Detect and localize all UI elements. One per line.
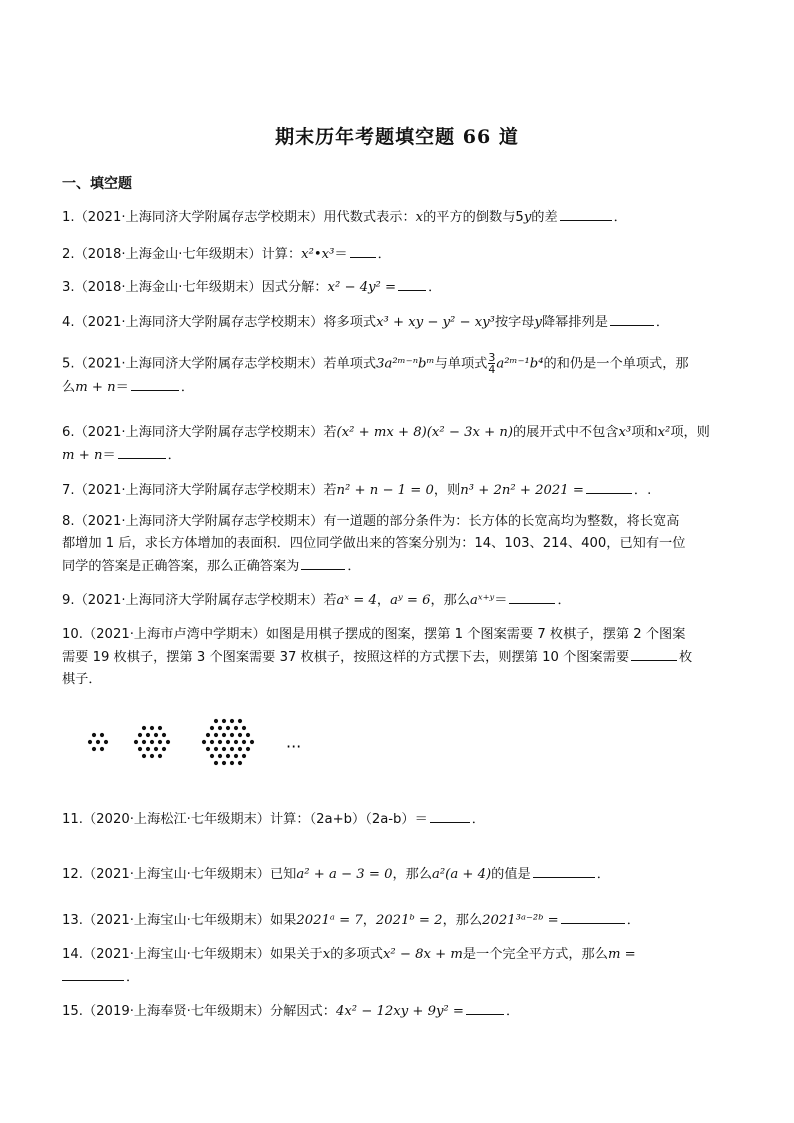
chess-piece [246,733,250,737]
answer-blank[interactable] [301,555,345,570]
question-number: 5. [62,356,75,372]
answer-blank[interactable] [586,479,632,494]
chess-piece [250,740,254,744]
chess-piece [138,747,142,751]
question-number: 13. [62,913,83,928]
chess-piece [88,740,92,744]
chess-piece [210,754,214,758]
question-source: （2019·上海奉贤·七年级期末） [82,1004,270,1019]
chess-piece [218,726,222,730]
chess-piece [222,747,226,751]
question-number: 6. [62,425,75,440]
chess-piece [226,754,230,758]
answer-blank[interactable] [118,444,166,459]
chess-piece [210,726,214,730]
chess-piece [154,747,158,751]
question-source: （2021·上海同济大学附属存志学校期末） [74,483,324,498]
question-source: （2021·上海同济大学附属存志学校期末） [74,593,324,608]
chess-piece [238,733,242,737]
chess-piece [242,754,246,758]
answer-blank[interactable] [131,376,179,391]
chess-piece [142,754,146,758]
question-10: 10.（2021·上海市卢湾中学期末）如图是用棋子摆成的图案，摆第 1 个图案需要 7 枚棋子，摆第 2 个图案 需要 19 枚棋子，摆第 3 个图案需要 37 枚棋子，按照这样的方式摆下去，则摆第 10 个图案需要 枚 棋子． [62,627,693,687]
question-source: （2018·上海金山·七年级期末） [74,247,262,262]
question-number: 8. [62,514,75,529]
chess-piece [92,747,96,751]
chess-pattern-figure [80,708,310,776]
answer-blank[interactable] [533,863,595,878]
chess-piece [100,747,104,751]
chess-piece [218,754,222,758]
section-heading: 一、填空题 [62,176,132,192]
answer-blank[interactable] [561,909,625,924]
answer-blank[interactable] [509,589,555,604]
question-2: 2.（2018·上海金山·七年级期末）计算：x²•x³＝ ． [62,243,730,266]
question-13: 13.（2021·上海宝山·七年级期末）如果2021ᵃ = 7，2021ᵇ = 2，那么2021³ᵃ⁻²ᵇ = ． [62,909,730,932]
chess-piece [226,726,230,730]
answer-blank[interactable] [62,966,124,981]
chess-piece [230,719,234,723]
pattern-2 [134,726,170,758]
question-number: 14. [62,947,83,962]
question-source: （2021·上海宝山·七年级期末） [82,867,270,882]
chess-piece [234,726,238,730]
chess-piece [214,719,218,723]
chess-piece [104,740,108,744]
chess-piece [242,740,246,744]
chess-piece [214,733,218,737]
question-3: 3.（2018·上海金山·七年级期末）因式分解：x² − 4y² = ． [62,276,730,299]
chess-piece [146,733,150,737]
chess-piece [238,761,242,765]
question-11: 11.（2020·上海松江·七年级期末）计算：（2a+b）（2a-b）＝ ． [62,808,730,831]
question-number: 9. [62,593,75,608]
chess-piece [150,726,154,730]
question-number: 7. [62,483,75,498]
answer-blank[interactable] [560,206,612,221]
chess-piece [222,761,226,765]
answer-blank[interactable] [631,646,677,661]
question-12: 12.（2021·上海宝山·七年级期末）已知a² + a − 3 = 0，那么a²(a + 4)的值是 ． [62,863,730,886]
chess-piece [214,761,218,765]
question-9: 9.（2021·上海同济大学附属存志学校期末）若aˣ = 4，aʸ = 6，那么aˣ⁺ʸ＝ ． [62,589,730,612]
question-4: 4.（2021·上海同济大学附属存志学校期末）将多项式x³ + xy − y² − xy³按字母y降幂排列是 ． [62,311,730,334]
chess-piece [230,733,234,737]
question-1: 1.（2021·上海同济大学附属存志学校期末）用代数式表示：x的平方的倒数与5y的差 ． [62,206,730,229]
page-title: 期末历年考题填空题 66 道 [275,126,519,148]
question-number: 3. [62,280,75,295]
chess-piece [150,754,154,758]
chess-piece [206,747,210,751]
chess-piece [242,726,246,730]
chess-piece [214,747,218,751]
chess-piece [230,761,234,765]
answer-blank[interactable] [610,311,654,326]
chess-piece [146,747,150,751]
chess-piece [134,740,138,744]
answer-blank[interactable] [398,276,426,291]
question-source: （2021·上海宝山·七年级期末） [82,947,270,962]
chess-piece [238,719,242,723]
question-number: 10. [62,627,83,642]
question-6: 6.（2021·上海同济大学附属存志学校期末）若(x² + mx + 8)(x² − 3x + n)的展开式中不包含x³项和x²项，则 m + n＝ ． [62,425,710,463]
question-number: 1. [62,210,75,225]
chess-piece [96,740,100,744]
question-source: （2021·上海同济大学附属存志学校期末） [74,356,324,372]
chess-piece [92,733,96,737]
question-source: （2021·上海宝山·七年级期末） [82,913,270,928]
chess-piece [138,733,142,737]
chess-piece [218,740,222,744]
question-source: （2021·上海同济大学附属存志学校期末） [74,210,324,225]
chess-piece [222,719,226,723]
chess-piece [210,740,214,744]
question-5: 5.（2021·上海同济大学附属存志学校期末）若单项式3a²ᵐ⁻ⁿbᵐ与单项式 $\frac{3}{4}$ a²ᵐ⁻¹b⁴的和仍是一个单项式，那 么m + n＝ ． [62,351,689,395]
answer-blank[interactable] [350,243,376,258]
chess-piece [158,754,162,758]
chess-piece [246,747,250,751]
chess-piece [162,747,166,751]
question-number: 15. [62,1004,83,1019]
pattern-1 [88,733,108,751]
chess-piece [206,733,210,737]
chess-piece [154,733,158,737]
question-source: （2020·上海松江·七年级期末） [82,812,270,827]
chess-piece [142,726,146,730]
question-number: 4. [62,315,75,330]
question-source: （2021·上海同济大学附属存志学校期末） [74,315,324,330]
answer-blank[interactable] [430,808,470,823]
question-source: （2021·上海同济大学附属存志学校期末） [74,514,324,529]
answer-blank[interactable] [466,1000,504,1015]
chess-piece [222,733,226,737]
question-source: （2018·上海金山·七年级期末） [74,280,262,295]
chess-piece [100,733,104,737]
question-source: （2021·上海市卢湾中学期末） [82,627,266,642]
question-8: 8.（2021·上海同济大学附属存志学校期末）有一道题的部分条件为：长方体的长宽高均为整数，将长宽高 都增加 1 后，求长方体增加的表面积．四位同学做出来的答案分别为：14、103、214、400，已知有一位 同学的答案是正确答案，那么正确答案为 ． [62,514,686,574]
chess-piece [226,740,230,744]
chess-piece [142,740,146,744]
question-7: 7.（2021·上海同济大学附属存志学校期末）若n² + n − 1 = 0，则n³ + 2n² + 2021 = ．. [62,479,730,502]
chess-piece [158,726,162,730]
question-15: 15.（2019·上海奉贤·七年级期末）分解因式：4x² − 12xy + 9y² = ． [62,1000,730,1023]
chess-piece [234,754,238,758]
chess-piece [202,740,206,744]
question-14: 14.（2021·上海宝山·七年级期末）如果关于x的多项式x² − 8x + m是一个完全平方式，那么m = ． [62,947,636,985]
question-number: 12. [62,867,83,882]
chess-piece [230,747,234,751]
chess-piece [238,747,242,751]
question-number: 2. [62,247,75,262]
pattern-3 [202,719,254,765]
chess-piece [234,740,238,744]
chess-piece [150,740,154,744]
question-number: 11. [62,812,83,827]
chess-piece [166,740,170,744]
chess-piece [158,740,162,744]
fraction: $\frac{3}{4}$ [488,351,496,376]
chess-piece [162,733,166,737]
question-source: （2021·上海同济大学附属存志学校期末） [74,425,324,440]
pattern-ellipsis: ··· [286,737,302,756]
